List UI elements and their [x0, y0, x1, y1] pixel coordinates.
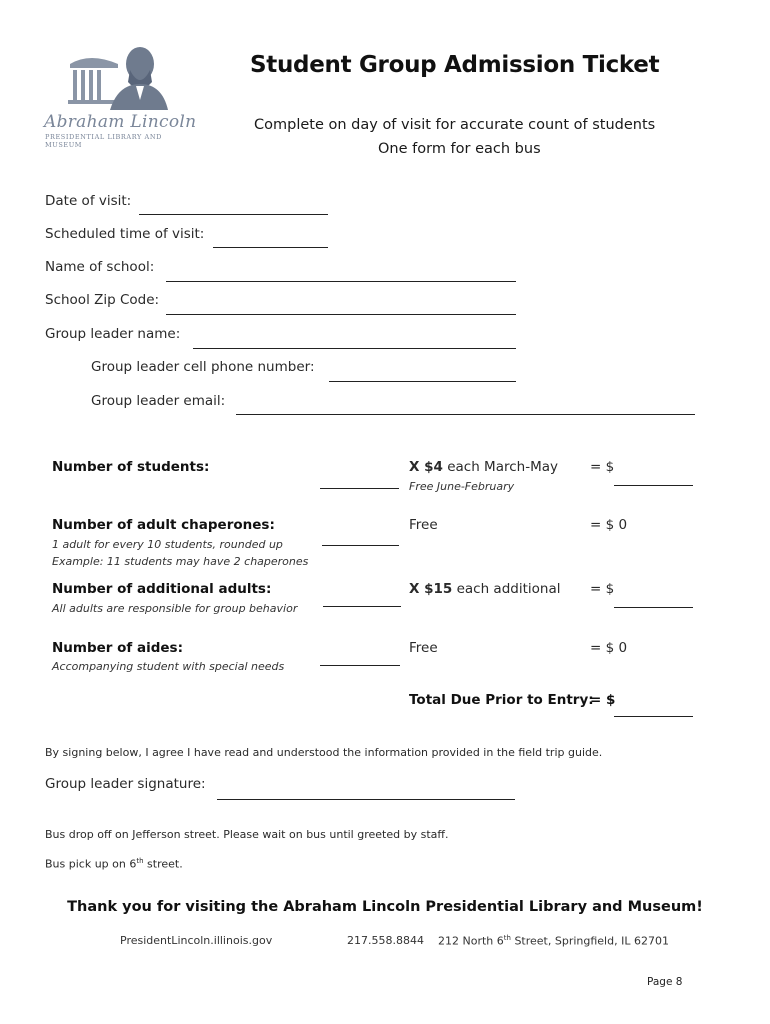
students-total-field[interactable] — [614, 485, 693, 486]
additional-adults-count-field[interactable] — [323, 606, 401, 607]
students-label: Number of students: — [52, 459, 210, 475]
total-due-equals: = $ — [590, 692, 616, 708]
aides-price: Free — [409, 640, 438, 656]
aides-label: Number of aides: — [52, 640, 183, 656]
subtitle-line-2: One form for each bus — [378, 141, 541, 157]
school-name-field[interactable] — [166, 281, 516, 282]
group-leader-email-label: Group leader email: — [91, 393, 226, 409]
logo-script-text: Abraham Lincoln — [44, 112, 197, 132]
agreement-text: By signing below, I agree I have read and understood the information provided in the field trip guide. — [45, 746, 603, 759]
page-title: Student Group Admission Ticket — [250, 52, 660, 78]
students-count-field[interactable] — [320, 488, 399, 489]
scheduled-time-label: Scheduled time of visit: — [45, 226, 205, 242]
additional-adults-equals: = $ — [590, 581, 615, 597]
chaperones-price: Free — [409, 517, 438, 533]
address: 212 North 6th Street, Springfield, IL 62701 — [438, 934, 669, 948]
date-of-visit-field[interactable] — [139, 214, 328, 215]
group-leader-name-label: Group leader name: — [45, 326, 181, 342]
additional-adults-price: X $15 each additional — [409, 581, 561, 597]
thank-you-message: Thank you for visiting the Abraham Lincoln Presidential Library and Museum! — [67, 899, 703, 915]
aides-equals: = $ 0 — [590, 640, 628, 656]
group-leader-phone-label: Group leader cell phone number: — [91, 359, 315, 375]
students-equals: = $ — [590, 459, 615, 475]
museum-logo — [40, 42, 200, 149]
signature-label: Group leader signature: — [45, 776, 206, 792]
aides-count-field[interactable] — [320, 665, 400, 666]
students-price: X $4 each March-May — [409, 459, 558, 475]
chaperones-count-field[interactable] — [322, 545, 399, 546]
scheduled-time-field[interactable] — [213, 247, 328, 248]
signature-field[interactable] — [217, 799, 515, 800]
additional-adults-label: Number of additional adults: — [52, 581, 272, 597]
school-zip-label: School Zip Code: — [45, 292, 160, 308]
chaperones-note-1: 1 adult for every 10 students, rounded up — [52, 538, 283, 551]
group-leader-name-field[interactable] — [193, 348, 516, 349]
chaperones-equals: = $ 0 — [590, 517, 628, 533]
students-price-note: Free June-February — [409, 480, 515, 493]
phone-number: 217.558.8844 — [347, 934, 424, 947]
chaperones-label: Number of adult chaperones: — [52, 517, 275, 533]
aides-note: Accompanying student with special needs — [52, 660, 285, 673]
date-of-visit-label: Date of visit: — [45, 193, 132, 209]
bus-pickup-text: Bus pick up on 6th street. — [45, 857, 183, 871]
school-name-label: Name of school: — [45, 259, 155, 275]
additional-adults-note: All adults are responsible for group behavior — [52, 602, 298, 615]
total-due-label: Total Due Prior to Entry: — [409, 692, 594, 708]
page-number: Page 8 — [647, 976, 683, 988]
chaperones-note-2: Example: 11 students may have 2 chaperones — [52, 555, 309, 568]
subtitle-line-1: Complete on day of visit for accurate count of students — [254, 117, 656, 133]
total-due-field[interactable] — [614, 716, 693, 717]
bus-dropoff-text: Bus drop off on Jefferson street. Please wait on bus until greeted by staff. — [45, 828, 449, 841]
group-leader-phone-field[interactable] — [329, 381, 516, 382]
group-leader-email-field[interactable] — [236, 414, 695, 415]
additional-adults-total-field[interactable] — [614, 607, 693, 608]
lincoln-portrait-icon — [40, 42, 200, 112]
website-link[interactable]: PresidentLincoln.illinois.gov — [120, 934, 273, 947]
school-zip-field[interactable] — [166, 314, 516, 315]
logo-subtitle: PRESIDENTIAL LIBRARY AND MUSEUM — [45, 133, 162, 149]
